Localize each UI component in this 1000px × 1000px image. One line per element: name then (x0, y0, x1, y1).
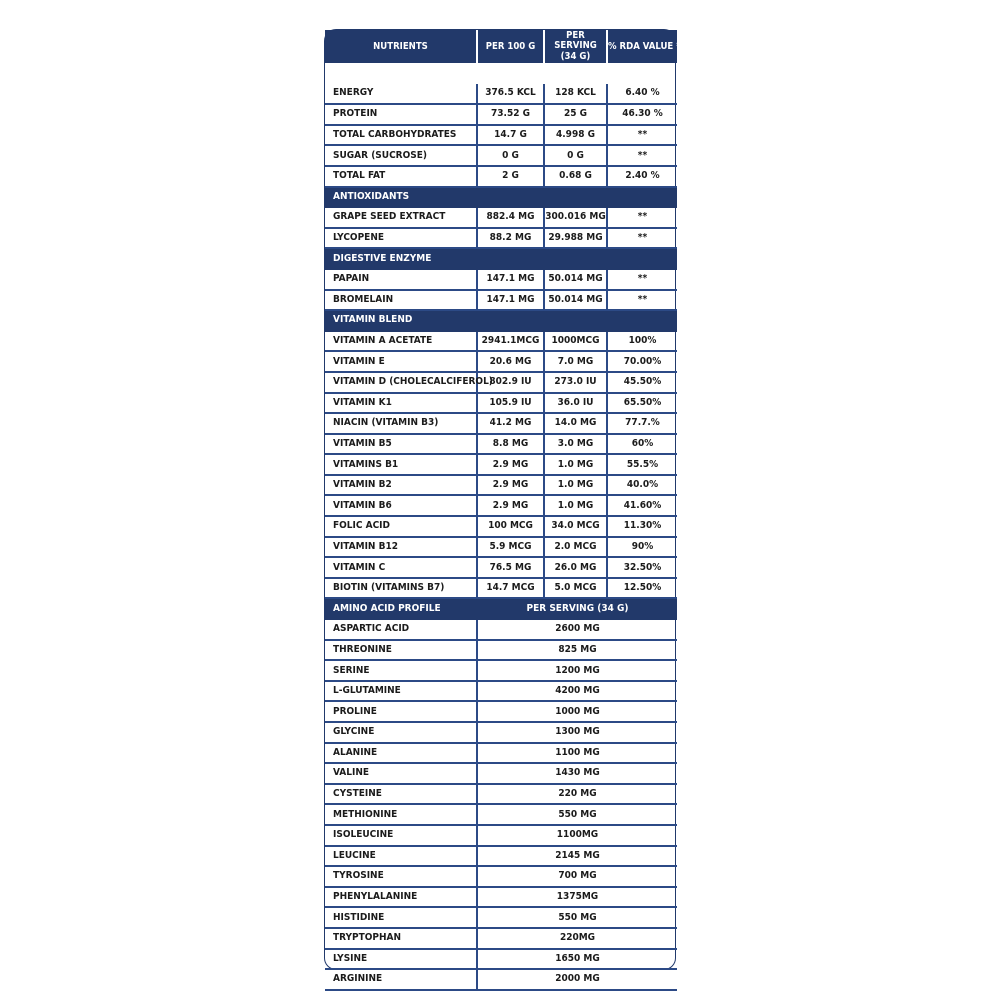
per-100g-value: 882.4 MG (477, 207, 544, 228)
amino-acid-name: TYROSINE (325, 866, 477, 887)
nutrient-name: GRAPE SEED EXTRACT (325, 207, 477, 228)
table-row (325, 207, 677, 228)
per-100g-value: 2.9 MG (477, 454, 544, 475)
table-row (325, 701, 677, 722)
rda-value: 2.40 % (607, 166, 677, 187)
header-rda: % RDA VALUE * (607, 30, 677, 63)
per-serving-value: 14.0 MG (544, 413, 607, 434)
amino-acid-name: ALANINE (325, 743, 477, 764)
per-100g-value: 2.9 MG (477, 475, 544, 496)
rda-value: ** (607, 228, 677, 249)
per-serving-value: 273.0 IU (544, 372, 607, 393)
amino-acid-value: 700 MG (477, 866, 677, 887)
amino-acid-name: HISTIDINE (325, 907, 477, 928)
per-serving-value: 5.0 MCG (544, 578, 607, 599)
rda-value: 55.5% (607, 454, 677, 475)
nutrient-name: PROTEIN (325, 104, 477, 125)
table-row (325, 578, 677, 599)
per-100g-value: 2.9 MG (477, 495, 544, 516)
nutrient-name: VITAMIN B5 (325, 434, 477, 455)
rda-value: 46.30 % (607, 104, 677, 125)
per-100g-value: 41.2 MG (477, 413, 544, 434)
nutrient-name: SUGAR (SUCROSE) (325, 145, 477, 166)
per-serving-value: 300.016 MG (544, 207, 607, 228)
per-serving-value: 1.0 MG (544, 495, 607, 516)
per-serving-value: 34.0 MCG (544, 516, 607, 537)
per-serving-value: 128 KCL (544, 84, 607, 105)
per-100g-value: 2 G (477, 166, 544, 187)
section-antioxidants (325, 187, 677, 208)
amino-acid-value: 220 MG (477, 784, 677, 805)
per-100g-value: 88.2 MG (477, 228, 544, 249)
table-row (325, 846, 677, 867)
amino-acid-value: 1430 MG (477, 763, 677, 784)
table-row (325, 866, 677, 887)
amino-acid-value: 1100MG (477, 825, 677, 846)
table-row (325, 907, 677, 928)
per-100g-value: 376.5 KCL (477, 84, 544, 105)
rda-value: ** (607, 145, 677, 166)
table-row (325, 331, 677, 352)
rda-value: 45.50% (607, 372, 677, 393)
amino-acid-name: LEUCINE (325, 846, 477, 867)
rda-value: 100% (607, 331, 677, 352)
per-serving-value: 2.0 MCG (544, 537, 607, 558)
amino-acid-name: PHENYLALANINE (325, 887, 477, 908)
table-row (325, 393, 677, 414)
per-serving-value: 50.014 MG (544, 290, 607, 311)
section-title: AMINO ACID PROFILE (325, 598, 477, 619)
per-100g-value: 5.9 MCG (477, 537, 544, 558)
section-subtitle: PER SERVING (34 G) (477, 598, 677, 619)
amino-acid-name: L-GLUTAMINE (325, 681, 477, 702)
amino-acid-name: THREONINE (325, 640, 477, 661)
per-serving-value: 29.988 MG (544, 228, 607, 249)
nutrient-name: VITAMIN A ACETATE (325, 331, 477, 352)
table-row (325, 681, 677, 702)
nutrient-name: VITAMIN B12 (325, 537, 477, 558)
header-nutrients: NUTRIENTS (325, 30, 477, 63)
per-100g-value: 147.1 MG (477, 290, 544, 311)
table-row (325, 743, 677, 764)
amino-acid-value: 1200 MG (477, 660, 677, 681)
per-serving-value: 1.0 MG (544, 475, 607, 496)
per-serving-value: 3.0 MG (544, 434, 607, 455)
table-row (325, 887, 677, 908)
table-row (325, 825, 677, 846)
per-serving-value: 4.998 G (544, 125, 607, 146)
amino-acid-value: 1300 MG (477, 722, 677, 743)
amino-acid-value: 550 MG (477, 907, 677, 928)
table-row (325, 516, 677, 537)
table-row (325, 413, 677, 434)
amino-acid-value: 825 MG (477, 640, 677, 661)
amino-acid-name: SERINE (325, 660, 477, 681)
amino-acid-value: 1000 MG (477, 701, 677, 722)
nutrition-table (325, 29, 681, 991)
table-body (325, 63, 677, 990)
per-100g-value: 14.7 G (477, 125, 544, 146)
per-100g-value: 20.6 MG (477, 351, 544, 372)
table-row (325, 557, 677, 578)
per-100g-value: 105.9 IU (477, 393, 544, 414)
rda-value: 11.30% (607, 516, 677, 537)
table-row (325, 619, 677, 640)
amino-acid-name: ASPARTIC ACID (325, 619, 477, 640)
nutrient-name: PAPAIN (325, 269, 477, 290)
table-row (325, 228, 677, 249)
rda-value: 41.60% (607, 495, 677, 516)
nutrient-name: BROMELAIN (325, 290, 477, 311)
nutrient-name: NIACIN (VITAMIN B3) (325, 413, 477, 434)
per-serving-value: 0 G (544, 145, 607, 166)
per-serving-value: 0.68 G (544, 166, 607, 187)
section-title: ANTIOXIDANTS (325, 187, 677, 208)
rda-value: 90% (607, 537, 677, 558)
table-row (325, 949, 677, 970)
table-row (325, 537, 677, 558)
rda-value: 60% (607, 434, 677, 455)
rda-value: 12.50% (607, 578, 677, 599)
nutrient-name: ENERGY (325, 84, 477, 105)
amino-acid-name: PROLINE (325, 701, 477, 722)
per-serving-value: 50.014 MG (544, 269, 607, 290)
rda-value: 77.7.% (607, 413, 677, 434)
amino-acid-name: METHIONINE (325, 804, 477, 825)
amino-acid-value: 220MG (477, 928, 677, 949)
table-row (325, 290, 677, 311)
nutrient-name: VITAMINS B1 (325, 454, 477, 475)
section-digestive-enzyme (325, 248, 677, 269)
amino-acid-value: 1375MG (477, 887, 677, 908)
nutrient-name: VITAMIN B2 (325, 475, 477, 496)
per-serving-value: 25 G (544, 104, 607, 125)
section-amino-acid-profile (325, 598, 677, 619)
table-row (325, 722, 677, 743)
per-100g-value: 76.5 MG (477, 557, 544, 578)
nutrient-name: TOTAL FAT (325, 166, 477, 187)
amino-acid-value: 550 MG (477, 804, 677, 825)
per-100g-value: 802.9 IU (477, 372, 544, 393)
table-row (325, 495, 677, 516)
rda-value: 40.0% (607, 475, 677, 496)
section-vitamin-blend (325, 310, 677, 331)
table-row (325, 125, 677, 146)
nutrient-name: BIOTIN (VITAMINS B7) (325, 578, 477, 599)
amino-acid-name: GLYCINE (325, 722, 477, 743)
nutrient-name: VITAMIN B6 (325, 495, 477, 516)
rda-value: ** (607, 125, 677, 146)
table-row (325, 928, 677, 949)
rda-value: 32.50% (607, 557, 677, 578)
per-100g-value: 0 G (477, 145, 544, 166)
table-row (325, 104, 677, 125)
nutrient-name: VITAMIN K1 (325, 393, 477, 414)
table-row (325, 372, 677, 393)
table-row (325, 784, 677, 805)
amino-acid-value: 2000 MG (477, 969, 677, 990)
amino-acid-value: 2600 MG (477, 619, 677, 640)
table-header (325, 30, 677, 63)
rda-value: ** (607, 269, 677, 290)
header-per-serving: PER SERVING (34 G) (544, 30, 607, 63)
amino-acid-name: CYSTEINE (325, 784, 477, 805)
table-row (325, 166, 677, 187)
table-row (325, 84, 677, 105)
table-row (325, 660, 677, 681)
per-100g-value: 73.52 G (477, 104, 544, 125)
rda-value: 70.00% (607, 351, 677, 372)
amino-acid-name: VALINE (325, 763, 477, 784)
per-100g-value: 147.1 MG (477, 269, 544, 290)
rda-value: ** (607, 207, 677, 228)
rda-value: 6.40 % (607, 84, 677, 105)
table-row (325, 475, 677, 496)
section-title: VITAMIN BLEND (325, 310, 677, 331)
rda-value: 65.50% (607, 393, 677, 414)
rda-value: ** (607, 290, 677, 311)
amino-acid-value: 1650 MG (477, 949, 677, 970)
table-row (325, 454, 677, 475)
per-100g-value: 14.7 MCG (477, 578, 544, 599)
nutrient-name: VITAMIN C (325, 557, 477, 578)
table-row (325, 269, 677, 290)
nutrition-facts-panel (324, 29, 681, 985)
per-serving-value: 26.0 MG (544, 557, 607, 578)
per-100g-value: 8.8 MG (477, 434, 544, 455)
table-row (325, 640, 677, 661)
nutrient-name: TOTAL CARBOHYDRATES (325, 125, 477, 146)
table-row (325, 434, 677, 455)
nutrient-name: VITAMIN E (325, 351, 477, 372)
amino-acid-value: 1100 MG (477, 743, 677, 764)
table-row (325, 804, 677, 825)
header-per-100g: PER 100 G (477, 30, 544, 63)
nutrient-name: VITAMIN D (CHOLECALCIFEROL) (325, 372, 477, 393)
amino-acid-value: 4200 MG (477, 681, 677, 702)
per-serving-value: 1.0 MG (544, 454, 607, 475)
amino-acid-value: 2145 MG (477, 846, 677, 867)
per-serving-value: 7.0 MG (544, 351, 607, 372)
amino-acid-name: LYSINE (325, 949, 477, 970)
table-row (325, 763, 677, 784)
per-serving-value: 1000MCG (544, 331, 607, 352)
per-serving-value: 36.0 IU (544, 393, 607, 414)
table-row (325, 351, 677, 372)
nutrient-name: FOLIC ACID (325, 516, 477, 537)
amino-acid-name: ISOLEUCINE (325, 825, 477, 846)
amino-acid-name: ARGININE (325, 969, 477, 990)
amino-acid-name: TRYPTOPHAN (325, 928, 477, 949)
nutrient-name: LYCOPENE (325, 228, 477, 249)
per-100g-value: 100 MCG (477, 516, 544, 537)
per-100g-value: 2941.1MCG (477, 331, 544, 352)
table-row (325, 969, 677, 990)
section-title: DIGESTIVE ENZYME (325, 248, 677, 269)
table-row (325, 145, 677, 166)
